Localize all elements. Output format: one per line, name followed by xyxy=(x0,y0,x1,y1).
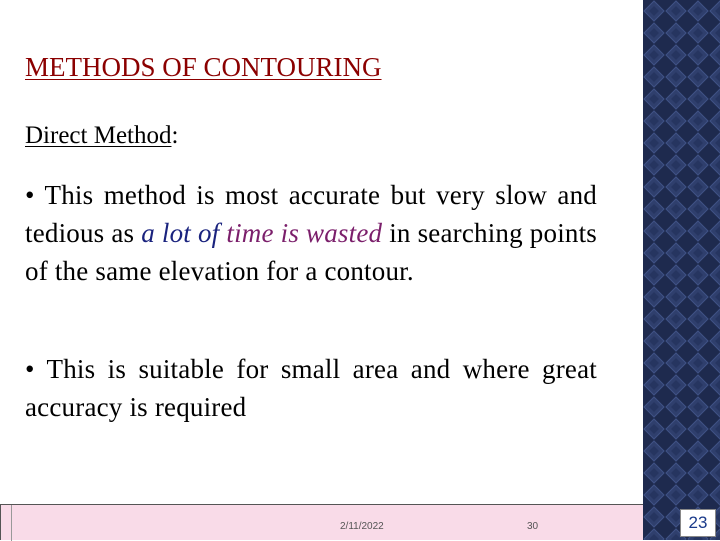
footer-bar xyxy=(0,504,643,540)
slide-subtitle xyxy=(25,122,178,150)
slide-title: METHODS OF CONTOURING xyxy=(25,52,382,82)
paragraph-1-text-end: in searching points of the same elevation for a contour. xyxy=(25,218,598,286)
bullet-paragraph-1 xyxy=(25,176,597,290)
footer-date: 2/11/2022 xyxy=(340,521,384,532)
decorative-sidebar xyxy=(643,0,720,540)
subtitle-colon: : xyxy=(171,122,179,149)
bullet-paragraph-2: • This is suitable for small area and where great accuracy is required xyxy=(25,354,597,422)
paragraph-1-highlight-1: a lot of xyxy=(141,218,220,248)
footer-number: 30 xyxy=(527,521,539,532)
diamond-pattern xyxy=(643,0,720,540)
footer-divider xyxy=(11,505,12,541)
paragraph-1-text-start: • This method is most accurate but very slow and tedious as xyxy=(25,180,597,248)
page-number: 23 xyxy=(680,509,716,537)
paragraph-1-highlight-2: time is wasted xyxy=(226,218,383,248)
subtitle-text: Direct Method xyxy=(25,122,172,149)
